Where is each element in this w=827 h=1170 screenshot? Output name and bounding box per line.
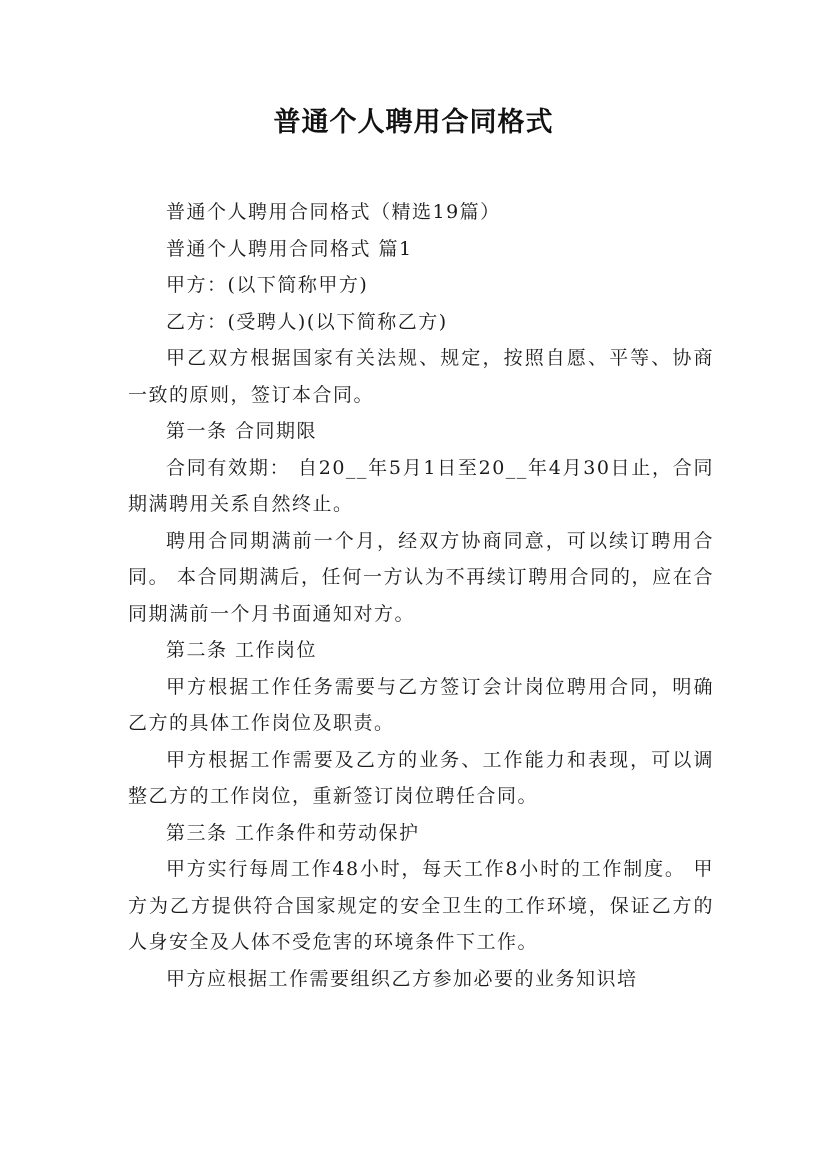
paragraph: 甲方实行每周工作48小时，每天工作8小时的工作制度。 甲方为乙方提供符合国家规定的安全卫生的工作环境，保证乙方的人身安全及人体不受危害的环境条件下工作。 [128, 858, 714, 953]
paragraph: 甲方：(以下简称甲方) [166, 274, 369, 296]
paragraph: 甲方应根据工作需要组织乙方参加必要的业务知识培 [166, 967, 638, 990]
document-title: 普通个人聘用合同格式 [273, 107, 554, 138]
paragraph: 乙方：(受聘人)(以下简称乙方) [166, 310, 448, 333]
paragraph: 甲乙双方根据国家有关法规、规定，按照自愿、平等、协商一致的原则，签订本合同。 [128, 347, 714, 406]
paragraph: 普通个人聘用合同格式（精选19篇） [166, 201, 501, 223]
paragraph: 合同有效期： 自20__年5月1日至20__年4月30日止，合同期满聘用关系自然终止。 [128, 456, 714, 515]
paragraph: 甲方根据工作任务需要与乙方签订会计岗位聘用合同，明确乙方的具体工作岗位及职责。 [128, 675, 714, 734]
document-body [128, 194, 714, 997]
paragraph: 普通个人聘用合同格式 篇1 [166, 237, 413, 260]
paragraph: 甲方根据工作需要及乙方的业务、工作能力和表现，可以调整乙方的工作岗位，重新签订岗位聘任合同。 [128, 748, 714, 807]
section-heading: 第三条 工作条件和劳动保护 [166, 821, 420, 844]
paragraph: 聘用合同期满前一个月，经双方协商同意，可以续订聘用合同。 本合同期满后，任何一方认为不再续订聘用合同的，应在合同期满前一个月书面通知对方。 [128, 529, 714, 625]
section-heading: 第一条 合同期限 [166, 420, 318, 442]
section-heading: 第二条 工作岗位 [166, 639, 318, 661]
